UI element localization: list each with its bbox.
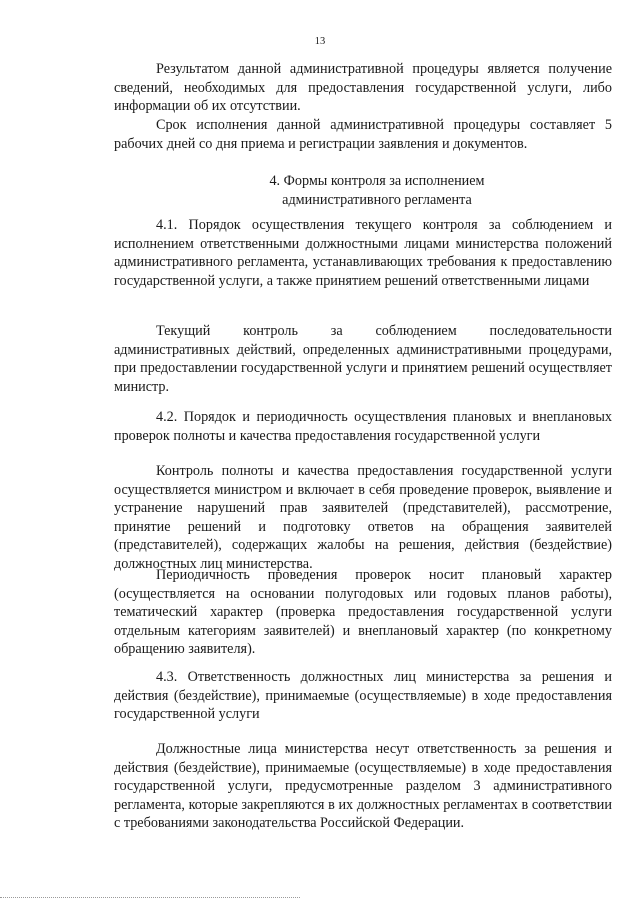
subsection-4-2-body-2: Периодичность проведения проверок носит плановый характер (осуществляется на основании полугодовых или годовых планов работы), тематический характер (проверка предоставления государственной услуги отдельным категориям заявителей) и внеплановый характер (по конкретному обращению заявителя). bbox=[114, 567, 612, 657]
subsection-4-3-title: 4.3. Ответственность должностных лиц министерства за решения и действия (бездействие), принимаемые (осуществляемые) в ходе предоставления государственной услуги bbox=[114, 669, 612, 722]
subsection-4-1-body: Текущий контроль за соблюдением последовательности административных действий, определенных административными процедурами, при предоставлении государственной услуги и принятием решений осуществляет министр. bbox=[114, 323, 612, 395]
subsection-4-1-title: 4.1. Порядок осуществления текущего контроля за соблюдением и исполнением ответственными должностными лицами министерства положений административного регламента, устанавливающих требования к предоставлению государственной услуги, а также принятием решений ответственными лицами bbox=[114, 217, 612, 289]
paragraph-deadline: Срок исполнения данной административной процедуры составляет 5 рабочих дней со дня приема и регистрации заявления и документов. bbox=[114, 117, 612, 152]
paragraph-result: Результатом данной административной процедуры является получение сведений, необходимых для предоставления государственной услуги, либо информации об их отсутствии. bbox=[114, 61, 612, 114]
section-4-heading-line2: административного регламента bbox=[282, 191, 472, 208]
subsection-4-3-body: Должностные лица министерства несут ответственность за решения и действия (бездействие), принимаемые (осуществляемые) в ходе предоставления государственной услуги, предусмотренные разделом 3 административного регламента, которые закрепляются в их должностных регламентах в соответствии с требованиями законодательства Российской Федерации. bbox=[114, 741, 612, 831]
section-4-heading bbox=[114, 172, 612, 209]
scan-edge-line bbox=[0, 897, 300, 898]
subsection-4-2-body-1: Контроль полноты и качества предоставления государственной услуги осуществляется министром и включает в себя проведение проверок, выявление и устранение нарушений прав заявителей (представителей), рассмотрение, принятие решений и подготовку ответов на обращения заявителей (представителей), содержащих жалобы на решения, действия (бездействие) должностных лиц министерства. bbox=[114, 463, 612, 572]
section-4-heading-line1: 4. Формы контроля за исполнением bbox=[269, 173, 485, 189]
page-number: 13 bbox=[314, 36, 326, 47]
subsection-4-2-title: 4.2. Порядок и периодичность осуществления плановых и внеплановых проверок полноты и качества предоставления государственной услуги bbox=[114, 409, 612, 444]
